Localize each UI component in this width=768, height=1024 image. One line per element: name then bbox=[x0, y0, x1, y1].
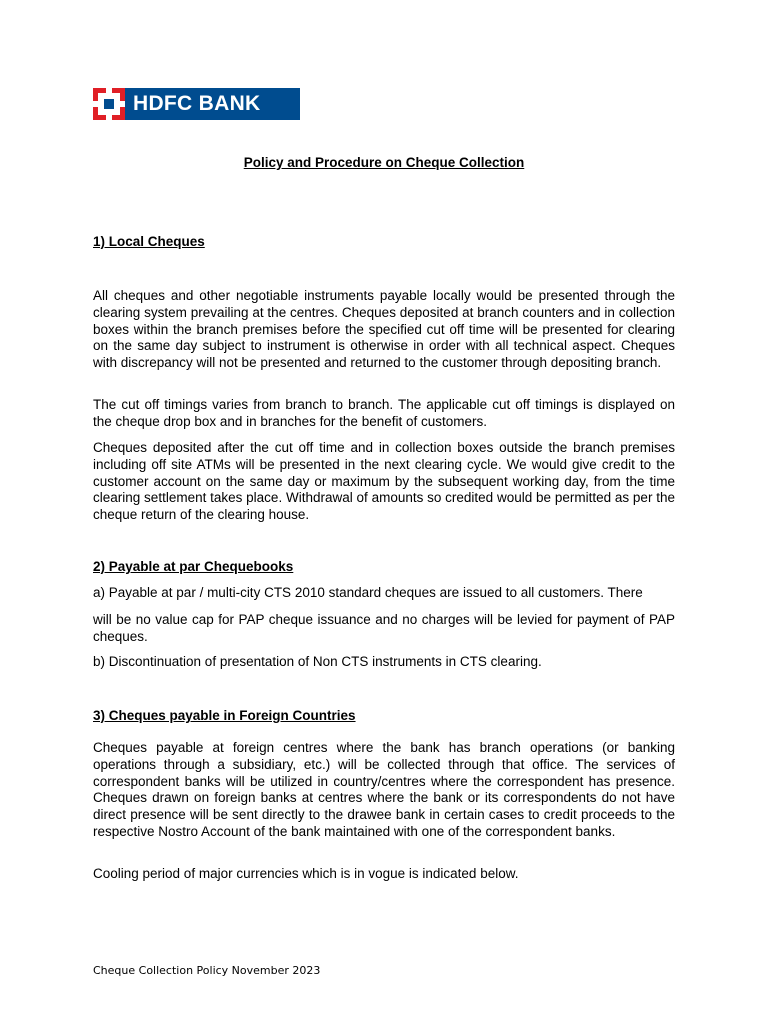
paragraph: will be no value cap for PAP cheque issuance and no charges will be levied for payment of PAP cheques. bbox=[93, 612, 675, 644]
paragraph: All cheques and other negotiable instruments payable locally would be presented through the clearing system prevailing at the centres. Cheques deposited at branch counters and in collection boxes within the branch premises before the specified cut off time will be presented for clearing on the same day subject to instrument is otherwise in order with all technical aspect. Cheques with discrepancy will not be presented and returned to the customer through depositing branch. bbox=[93, 288, 675, 371]
paragraph: b) Discontinuation of presentation of Non CTS instruments in CTS clearing. bbox=[93, 654, 542, 669]
paragraph: Cooling period of major currencies which is in vogue is indicated below. bbox=[93, 866, 519, 881]
paragraph: Cheques deposited after the cut off time and in collection boxes outside the branch premises including off site ATMs will be presented in the next clearing cycle. We would give credit to the customer account on the same day or maximum by the subsequent working day, from the time clearing settlement takes place. Withdrawal of amounts so credited would be permitted as per the cheque return of the clearing house. bbox=[93, 440, 675, 523]
hdfc-logo-mark-icon bbox=[93, 88, 125, 120]
page-footer: Cheque Collection Policy November 2023 bbox=[93, 964, 321, 977]
section-heading-payable-at-par: 2) Payable at par Chequebooks bbox=[93, 559, 294, 574]
paragraph: The cut off timings varies from branch to branch. The applicable cut off timings is displayed on the cheque drop box and in branches for the benefit of customers. bbox=[93, 397, 675, 429]
section-heading-foreign-cheques: 3) Cheques payable in Foreign Countries bbox=[93, 708, 356, 723]
hdfc-bank-logo bbox=[93, 88, 300, 120]
document-title: Policy and Procedure on Cheque Collection bbox=[243, 155, 525, 170]
section-heading-local-cheques: 1) Local Cheques bbox=[93, 234, 205, 249]
logo-wordmark: HDFC BANK bbox=[125, 88, 300, 120]
paragraph: a) Payable at par / multi-city CTS 2010 standard cheques are issued to all customers. There bbox=[93, 585, 643, 600]
paragraph: Cheques payable at foreign centres where the bank has branch operations (or banking operations through a subsidiary, etc.) will be collected through that office. The services of correspondent banks will be utilized in country/centres where the correspondent has presence. Cheques drawn on foreign banks at centres where the bank or its correspondents do not have direct presence will be sent directly to the drawee bank in certain cases to credit proceeds to the respective Nostro Account of the bank maintained with one of the correspondent banks. bbox=[93, 740, 675, 839]
